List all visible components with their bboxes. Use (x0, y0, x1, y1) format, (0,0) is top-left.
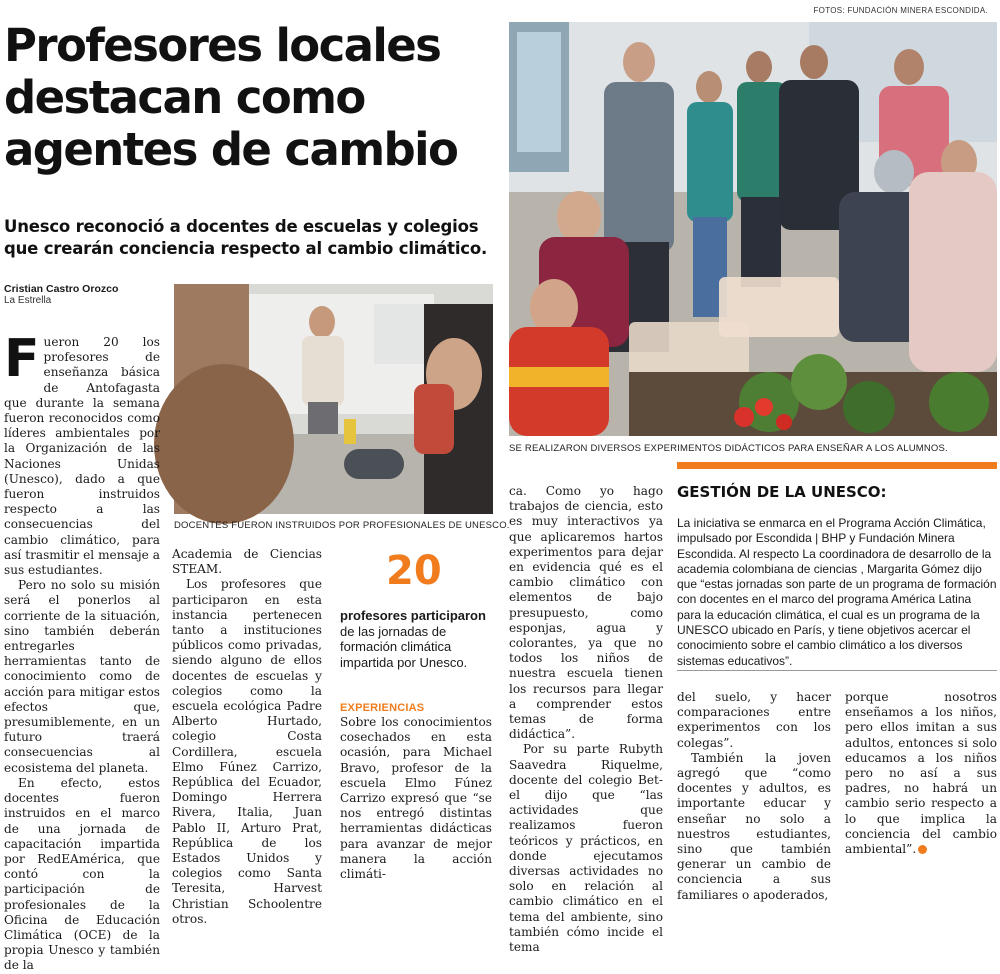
article-column-1 (4, 329, 160, 973)
main-photo (509, 22, 997, 436)
section-heading-experiencias: EXPERIENCIAS (340, 702, 425, 714)
box-title: GESTIÓN DE LA UNESCO: (677, 483, 887, 501)
article-column-2 (172, 547, 322, 926)
photo-credit: FOTOS: FUNDACIÓN MINERA ESCONDIDA. (813, 6, 988, 15)
paragraph-1: Fueron 20 los profesores de enseñanza básica de Antofagasta que durante la semana fueron reconocidos como líderes ambientales por la Organización de las Naciones Unidas (Unesco), dado a que fueron instruidos respecto a las consecuencias del cambio climático, para así trasmitir el mensaje a sus estudiantes. (4, 329, 160, 578)
stat-number: 20 (386, 548, 442, 594)
main-photo-caption: SE REALIZARON DIVERSOS EXPERIMENTOS DIDÁCTICOS PARA ENSEÑAR A LOS ALUMNOS. (509, 443, 948, 454)
paragraph-4: Los profesores que participaron en esta instancia pertenecen tanto a instituciones públicos como privadas, siendo alguno de ellos docentes de escuelas y colegios como la escuela ecológica Padre Alberto Hurtado, colegio Costa Cordillera, escuela Elmo Fúnez Carrizo, República del Ecuador, Domingo Herrera Rivera, Italia, Juan Pablo II, Arturo Prat, República de los Estados Unidos y colegios como Santa Teresita, Harvest Christian Schoolentre otros. (172, 577, 322, 926)
paragraph-5: Sobre los conocimientos cosechados en esta ocasión, para Michael Bravo, profesor de la escuela Elmo Fúnez Carrizo expresó que “se nos entregó distintas herramientas didácticas para avanzar de mejor manera la acción climáti- (340, 715, 492, 882)
headline (4, 20, 504, 176)
box-divider (677, 670, 997, 671)
headline-line-2: destacan como (4, 71, 365, 124)
stat-bold: profesores participaron (340, 608, 486, 623)
classroom-photo (174, 284, 493, 514)
paragraph-3-continued: Academia de Ciencias STEAM. (172, 547, 322, 577)
stat-description (340, 608, 492, 670)
article-column-4 (677, 690, 831, 902)
byline-outlet: La Estrella (4, 295, 52, 306)
paragraph-6: Por su parte Rubyth Saavedra Riquelme, docente del colegio Bet-el dijo que “las actividades que realizamos fueron teóricos y prácticos, en donde ejecutamos diversas actividades no solo en relación al cambio climático en el tema del ambiente, sino también cómo incide el tema (509, 742, 663, 955)
paragraph-5-continued: ca. Como yo hago trabajos de ciencia, esto es muy interactivos ya que aplicaremos hartos experimentos para dejar en evidencia qué es el cambio climático con elementos de bajo presupuesto, como esponjas, agua y colorantes, ya que no todos los niños de nuestra escuela tienen los recursos para llegar a comprender estos temas de forma didáctica”. (509, 484, 663, 742)
box-accent-rule (677, 462, 997, 469)
paragraph-3: En efecto, estos docentes fueron instruidos en el marco de una jornada de capacitación impartida por RedEAmérica, que contó con la participación de profesionales de la Oficina de Educación Climática (OCE) de la propia Unesco y también de la (4, 775, 160, 973)
box-text: La iniciativa se enmarca en el Programa Acción Climática, impulsado por Escondida | BHP y Fundación Minera Escondida. Al respecto La coordinadora de desarrollo de la academia colombiana de ciencias , Margarita Gómez dijo que “estas jornadas son parte de un programa de formación con docentes en el marco del programa América Latina para la educación climática, el cual es un programa de la UNESCO ubicado en París, y tiene objetivos acercar el conocimiento sobre el cambio climático a los diversos sistemas educativos”. (677, 516, 997, 668)
article-column-3 (509, 484, 663, 955)
byline-author: Cristian Castro Orozco (4, 283, 119, 295)
paragraph-2: Pero no solo su misión será el ponerlos al corriente de la situación, sino también deberán entregarles herramientas tanto de conocimiento como de acción para mitigar estos efectos que, presumiblemente, en un futuro traerá consecuencias al ecosistema del planeta. (4, 578, 160, 775)
paragraph-6-continued: del suelo, y hacer comparaciones entre experimentos con los colegas”. (677, 690, 831, 750)
dropcap: F (4, 329, 40, 389)
paragraph-7-continued: porque nosotros enseñamos a los niños, pero ellos imitan a sus adultos, entonces si solo educamos a los niños pero no así a sus padres, no habrá un cambio serio respecto a lo que implica la conciencia del cambio ambiental”. (845, 690, 997, 857)
subheadline: Unesco reconoció a docentes de escuelas y colegios que crearán conciencia respecto al cambio climático. (4, 217, 488, 258)
stat-rest: de las jornadas de formación climática impartida por Unesco. (340, 623, 468, 670)
headline-line-3: agentes de cambio (4, 123, 458, 176)
paragraph-7: También la joven agregó que “como docentes y adultos, es importante educar y enseñar no solo a nuestros estudiantes, sino que también generar un cambio de conciencia a sus familiares o apoderados, (677, 750, 831, 902)
classroom-photo-caption: DOCENTES FUERON INSTRUIDOS POR PROFESIONALES DE UNESCO. (174, 520, 510, 531)
article-column-2b (340, 715, 492, 882)
end-mark-icon (918, 845, 927, 854)
headline-line-1: Profesores locales (4, 19, 441, 72)
article-column-5 (845, 690, 997, 860)
